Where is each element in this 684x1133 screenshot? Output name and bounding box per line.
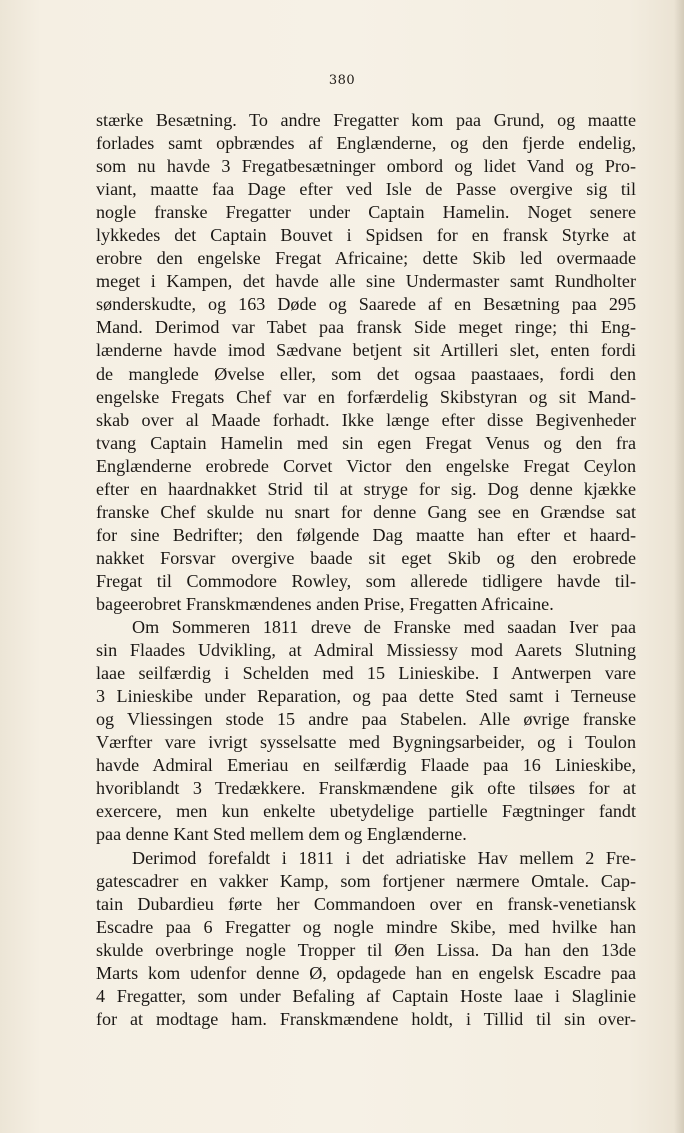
text-line: bageerobret Franskmændenes anden Prise, Fregatten Africaine.	[96, 593, 554, 614]
text-line: tain Dubardieu førte her Commandoen over en fransk-venetiansk	[96, 893, 636, 914]
text-line: engelske Fregats Chef var en forfærdelig Skibstyran og sit Mand-	[96, 386, 636, 407]
page-number: 380	[328, 73, 356, 88]
text-line: hvoriblandt 3 Tredækkere. Franskmændene gik ofte tilsøes for at	[96, 778, 636, 799]
text-line: nakket Forsvar overgive baade sit eget Skib og den erobrede	[96, 547, 636, 568]
text-line: stærke Besætning. To andre Fregatter kom paa Grund, og maatte	[96, 110, 636, 130]
text-line: viant, maatte faa Dage efter ved Isle de Passe overgive sig til	[96, 179, 636, 200]
text-line: sønderskudte, og 163 Døde og Saarede af en Besætning paa 295	[96, 294, 636, 315]
body-text	[96, 109, 636, 1031]
text-line: for sine Bedrifter; den følgende Dag maatte han efter et haard-	[96, 524, 636, 545]
text-line: gatescadrer en vakker Kamp, som fortjener nærmere Omtale. Cap-	[96, 870, 636, 891]
text-line: lykkedes det Captain Bouvet i Spidsen for en fransk Styrke at	[96, 225, 636, 246]
text-line: og Vliessingen stode 15 andre paa Stabelen. Alle øvrige franske	[96, 709, 636, 730]
text-line: som nu havde 3 Fregatbesætninger ombord og lidet Vand og Pro-	[96, 156, 636, 177]
text-line: Værfter vare ivrigt sysselsatte med Bygningsarbeider, og i Toulon	[96, 732, 636, 753]
text-line: tvang Captain Hamelin med sin egen Fregat Venus og den fra	[96, 432, 636, 453]
text-line: Derimod forefaldt i 1811 i det adriatiske Hav mellem 2 Fre-	[132, 847, 636, 868]
text-line: franske Chef skulde nu snart for denne Gang see en Grændse sat	[96, 501, 636, 522]
text-line: Marts kom udenfor denne Ø, opdagede han en engelsk Escadre paa	[96, 962, 636, 983]
page-edge-shadow	[674, 0, 684, 1133]
text-line: skulde overbringe nogle Tropper til Øen Lissa. Da han den 13de	[96, 939, 636, 960]
text-line: for at modtage ham. Franskmændene holdt, i Tillid til sin over-	[96, 1008, 636, 1029]
text-line: 3 Linieskibe under Reparation, og paa dette Sted samt i Terneuse	[96, 686, 636, 707]
text-line: exercere, men kun enkelte ubetydelige partielle Fægtninger fandt	[96, 801, 636, 822]
text-line: efter en haardnakket Strid til at stryge for sig. Dog denne kjække	[96, 478, 636, 499]
text-line: 4 Fregatter, som under Befaling af Captain Hoste laae i Slaglinie	[96, 985, 636, 1006]
text-line: Escadre paa 6 Fregatter og nogle mindre Skibe, med hvilke han	[96, 916, 636, 937]
text-line: laae seilfærdig i Schelden med 15 Linieskibe. I Antwerpen vare	[96, 663, 636, 684]
text-line: havde Admiral Emeriau en seilfærdig Flaade paa 16 Linieskibe,	[96, 755, 636, 776]
text-line: forlades samt opbrændes af Englænderne, og den fjerde endelig,	[96, 133, 636, 154]
text-line: lænderne havde imod Sædvane betjent sit Artilleri slet, enten fordi	[96, 340, 636, 361]
text-line: paa denne Kant Sted mellem dem og Englænderne.	[96, 824, 467, 845]
text-line: meget i Kampen, det havde alle sine Undermaster samt Rundholter	[96, 271, 636, 292]
text-line: de manglede Øvelse eller, som det ogsaa paastaaes, fordi den	[96, 363, 636, 384]
text-line: Om Sommeren 1811 dreve de Franske med saadan Iver paa	[132, 617, 636, 638]
text-line: sin Flaades Udvikling, at Admiral Missiessy mod Aarets Slutning	[96, 640, 636, 661]
text-line: skab over al Maade forhadt. Ikke længe efter disse Begivenheder	[96, 409, 636, 430]
text-line: erobre den engelske Fregat Africaine; dette Skib led overmaade	[96, 248, 636, 269]
text-line: Mand. Derimod var Tabet paa fransk Side meget ringe; thi Eng-	[96, 317, 636, 338]
text-line: Englænderne erobrede Corvet Victor den engelske Fregat Ceylon	[96, 455, 636, 476]
text-line: nogle franske Fregatter under Captain Hamelin. Noget senere	[96, 202, 636, 223]
text-line: Fregat til Commodore Rowley, som allerede tidligere havde til-	[96, 570, 636, 591]
